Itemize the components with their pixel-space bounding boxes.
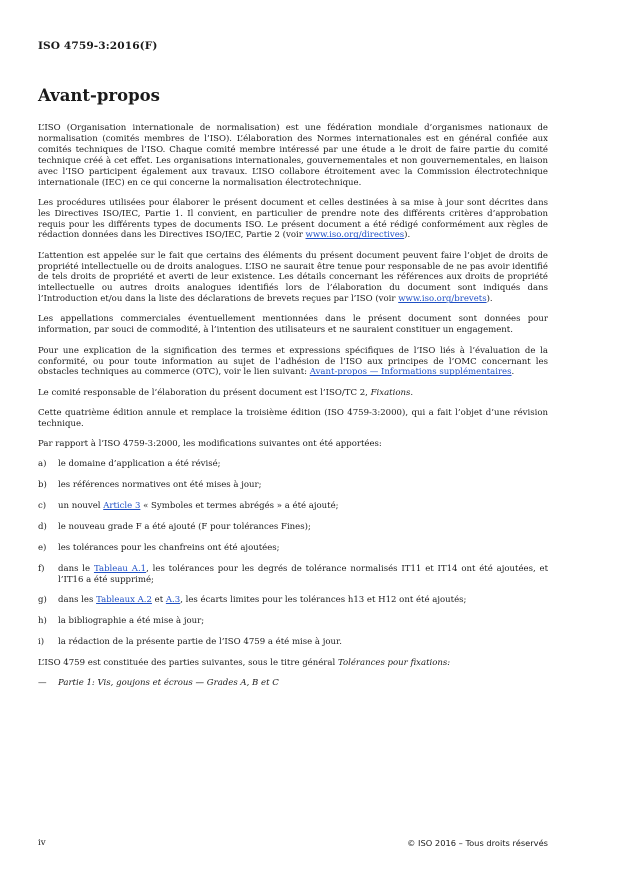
list-text-pre: dans les <box>58 595 97 606</box>
dash-marker: — <box>38 678 47 689</box>
list-marker: a) <box>38 459 47 470</box>
paragraph-procedures-text: Les procédures utilisées pour élaborer le présent document et celles destinées à sa mise à jour sont décrites dans les Directives ISO/IEC, Partie 1. Il convient, en particulier de prendre note des différents critères d’approbation requis pour les différents types de documents ISO. Le présent document a été rédigé conformément aux règles de rédaction données dans les Directives ISO/IEC, Partie 2 (voir <box>38 197 548 241</box>
page-number: iv <box>38 838 46 848</box>
paragraph-procedures <box>38 198 548 242</box>
directives-link[interactable]: www.iso.org/directives <box>305 230 405 241</box>
list-text: le nouveau grade F a été ajouté (F pour tolérances Fines); <box>58 521 311 532</box>
paragraph-patents <box>38 251 548 306</box>
paragraph-edition: Cette quatrième édition annule et remplace la troisième édition (ISO 4759-3:2000), qui a fait l’objet d’une révision technique. <box>38 407 548 429</box>
table-a1-link[interactable]: Tableau A.1 <box>93 563 147 574</box>
list-item <box>38 459 548 470</box>
document-id-header: ISO 4759-3:2016(F) <box>38 40 158 52</box>
paragraph-parts-text: L’ISO 4759 est constituée des parties suivantes, sous le titre général <box>38 658 338 669</box>
paragraph-committee-text: Le comité responsable de l’élaboration du présent document est l’ISO/TC 2, <box>38 387 371 398</box>
paragraph-conformity <box>38 346 548 379</box>
patents-link[interactable]: www.iso.org/brevets <box>398 294 487 305</box>
article-3-link[interactable]: Article 3 <box>103 500 141 511</box>
page-title: Avant-propos <box>38 86 160 105</box>
paragraph-patents-end: ). <box>486 294 493 305</box>
list-marker: f) <box>38 563 45 574</box>
list-text <box>58 501 548 512</box>
list-text: la rédaction de la présente partie de l’ISO 4759 a été mise à jour. <box>58 637 342 648</box>
list-text: les tolérances pour les chanfreins ont été ajoutées; <box>58 542 280 553</box>
document-body <box>38 123 548 689</box>
list-marker: d) <box>38 521 47 532</box>
paragraph-conformity-text: Pour une explication de la signification des termes et expressions spécifiques de l’ISO liés à l’évaluation de la conformité, ou pour toute information au sujet de l’adhésion de l’ISO aux principes de l’OMC concernant les obstacles techniques au commerce (OTC), voir le lien suivant: <box>38 345 548 378</box>
list-item <box>38 501 548 512</box>
paragraph-committee <box>38 388 548 399</box>
list-marker: b) <box>38 480 47 491</box>
paragraph-procedures-end: ). <box>404 230 411 241</box>
list-text: les références normatives ont été mises à jour; <box>58 480 262 491</box>
list-text-pre: dans le <box>58 563 94 574</box>
list-item <box>38 480 548 491</box>
list-item <box>38 678 548 689</box>
list-item <box>38 522 548 533</box>
paragraph-iso-intro: L’ISO (Organisation internationale de normalisation) est une fédération mondiale d’organismes nationaux de normalisation (comités membres de l’ISO). L’élaboration des Normes internationales est en général confiée aux comités techniques de l’ISO. Chaque comité membre intéressé par une étude a le droit de faire partie du comité technique créé à cet effet. Les organisations internationales, gouvernementales et non gouvernementales, en liaison avec l’ISO participent également aux travaux. L’ISO collabore étroitement avec la Commission électrotechnique internationale (IEC) en ce qui concerne la normalisation électrotechnique. <box>38 123 548 188</box>
paragraph-conformity-end: . <box>511 367 515 378</box>
list-text-pre: un nouvel <box>58 500 104 511</box>
list-item <box>38 543 548 554</box>
committee-name: Fixations <box>370 387 411 398</box>
table-a3-link[interactable]: A.3 <box>165 595 181 606</box>
list-text: le domaine d’application a été révisé; <box>58 459 221 470</box>
list-marker: e) <box>38 542 47 553</box>
list-item <box>38 564 548 586</box>
paragraph-parts-intro <box>38 658 548 669</box>
list-text-post: « Symboles et termes abrégés » a été ajouté; <box>140 500 339 511</box>
list-text <box>58 595 548 606</box>
list-item <box>38 616 548 627</box>
list-marker: i) <box>38 637 45 648</box>
paragraph-trade-names: Les appellations commerciales éventuellement mentionnées dans le présent document sont données pour information, par souci de commodité, à l’intention des utilisateurs et ne sauraient constituer un engagement. <box>38 314 548 336</box>
list-text-post: , les tolérances pour les degrés de tolérance normalisés IT11 et IT14 ont été ajoutées, et l’IT16 a été supprimé; <box>58 563 549 585</box>
list-text <box>58 564 548 586</box>
paragraph-committee-end: . <box>410 387 414 398</box>
list-text-post: , les écarts limites pour les tolérances h13 et H12 ont été ajoutés; <box>180 595 467 606</box>
list-text: la bibliographie a été mise à jour; <box>58 616 205 627</box>
paragraph-patents-text: L’attention est appelée sur le fait que certains des éléments du présent document peuvent faire l’objet de droits de propriété intellectuelle ou de droits analogues. L’ISO ne saurait être tenue pour responsable de ne pas avoir identifié de tels droits de propriété et averti de leur existence. Les détails concernant les références aux droits de propriété intellectuelle ou autres droits analogues identifiés lors de l’élaboration du document sont indiqués dans l’Introduction et/ou dans la liste des déclarations de brevets reçues par l’ISO (voir <box>38 250 548 305</box>
foreword-info-link[interactable]: Avant-propos — Informations supplémentaires <box>309 367 512 378</box>
paragraph-changes-intro: Par rapport à l’ISO 4759-3:2000, les modifications suivantes ont été apportées: <box>38 438 382 449</box>
general-title: Tolérances pour fixations: <box>337 658 451 669</box>
tables-a2-link[interactable]: Tableaux A.2 <box>96 595 152 606</box>
list-marker: c) <box>38 500 47 511</box>
part-title: Partie 1: Vis, goujons et écrous — Grades A, B et C <box>58 678 279 689</box>
list-marker: g) <box>38 595 47 606</box>
list-text-mid: et <box>151 595 166 606</box>
list-item <box>38 637 548 648</box>
list-item <box>38 595 548 606</box>
copyright-notice: © ISO 2016 – Tous droits réservés <box>407 838 548 848</box>
list-marker: h) <box>38 616 47 627</box>
